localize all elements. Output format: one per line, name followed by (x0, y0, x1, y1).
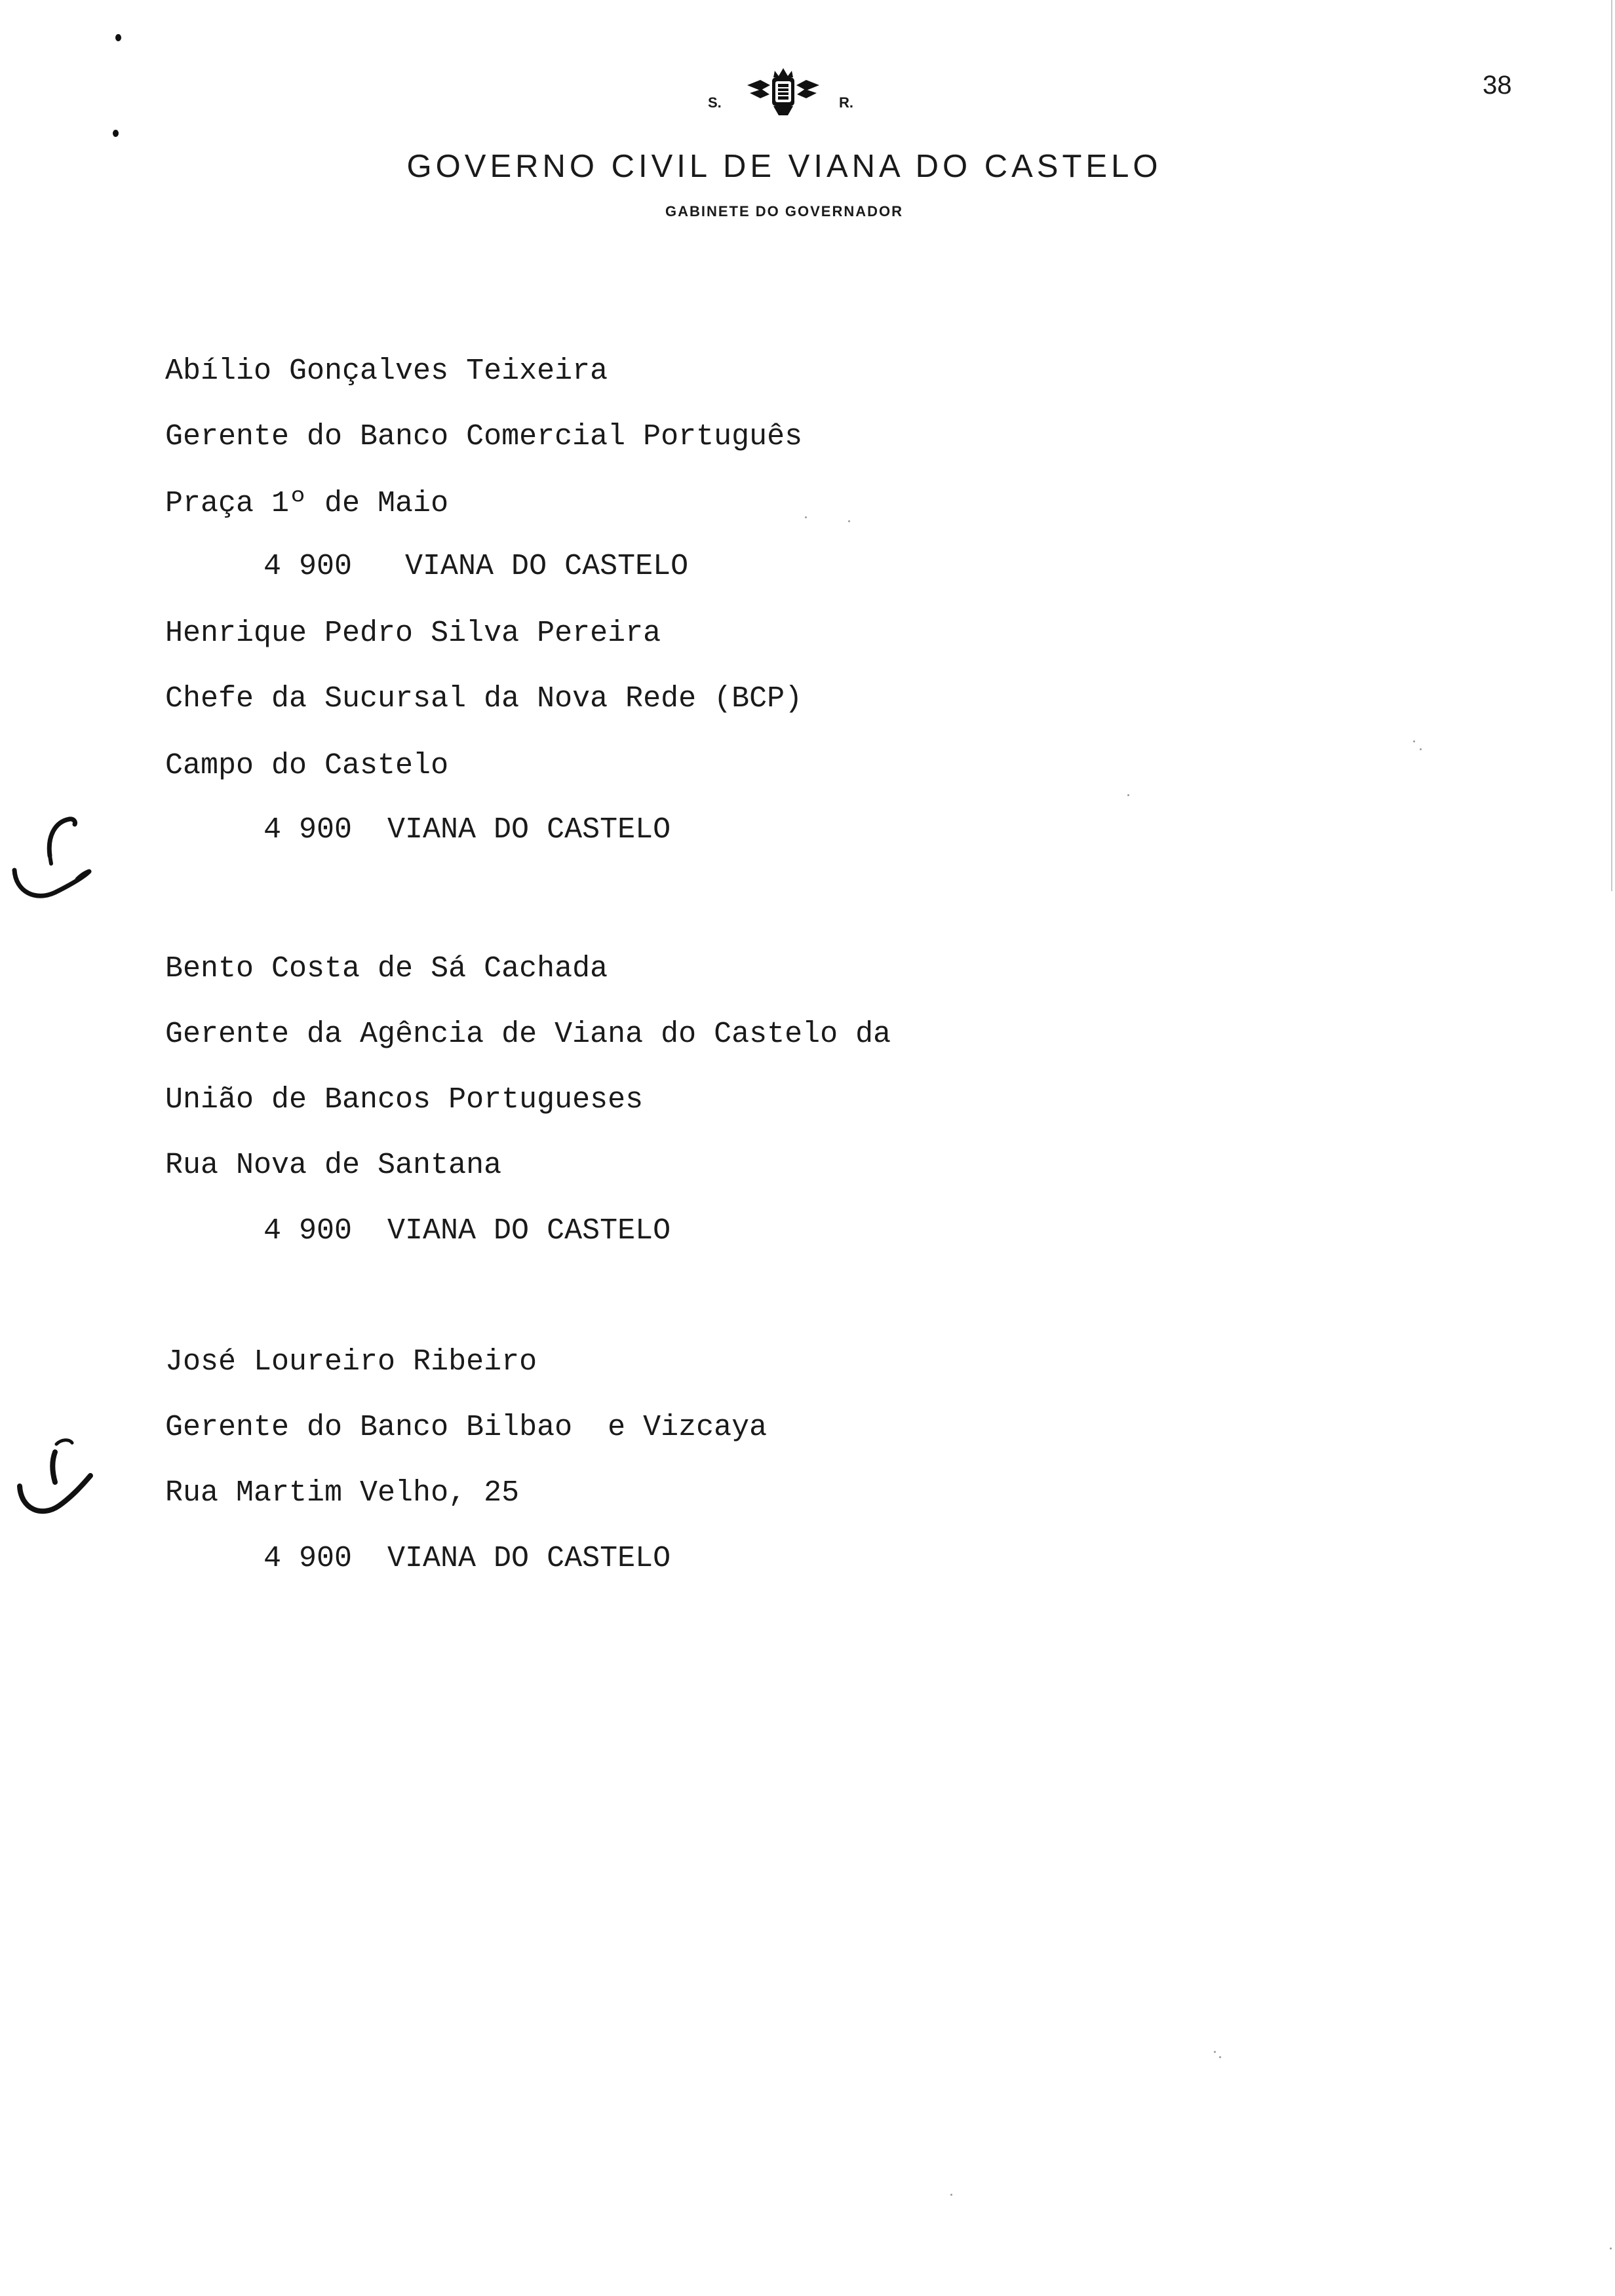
letterhead-subtitle: GABINETE DO GOVERNADOR (665, 203, 904, 220)
entry-name: Henrique Pedro Silva Pereira (165, 617, 661, 650)
scan-speck (1420, 748, 1422, 750)
entry-address: Campo do Castelo (165, 749, 449, 782)
entry-address: Praça 1º de Maio (165, 487, 449, 520)
letterhead-crest (701, 66, 865, 118)
entry-role: Gerente do Banco Comercial Português (165, 420, 803, 453)
scan-speck (1413, 740, 1415, 742)
entry-address: Rua Nova de Santana (165, 1149, 502, 1182)
scan-speck (805, 516, 807, 518)
scan-speck (1214, 2051, 1216, 2053)
page-number: 38 (1483, 71, 1512, 100)
scan-speck (848, 520, 850, 522)
crest-right-letter: R. (839, 94, 853, 111)
coat-of-arms-icon (741, 66, 826, 118)
punch-mark-1 (115, 34, 121, 41)
scan-speck (1610, 2248, 1612, 2249)
entry-postal: 4 900 VIANA DO CASTELO (263, 550, 689, 583)
entry-role: Chefe da Sucursal da Nova Rede (BCP) (165, 682, 803, 716)
entry-role-continued: União de Bancos Portugueses (165, 1083, 644, 1117)
entry-role: Gerente da Agência de Viana do Castelo da (165, 1018, 891, 1051)
entry-role: Gerente do Banco Bilbao e Vizcaya (165, 1411, 768, 1444)
handwritten-initial-mark-2 (9, 1432, 94, 1531)
handwritten-initial-mark-1 (9, 810, 94, 915)
page-edge-shadow (1611, 0, 1612, 891)
scan-speck (1219, 2056, 1221, 2058)
entry-postal: 4 900 VIANA DO CASTELO (263, 1542, 671, 1575)
entry-postal: 4 900 VIANA DO CASTELO (263, 1214, 671, 1248)
crest-left-letter: S. (708, 94, 722, 111)
entry-name: Bento Costa de Sá Cachada (165, 952, 608, 985)
scan-speck (1127, 794, 1129, 796)
scan-speck (950, 2194, 952, 2196)
letterhead-title: GOVERNO CIVIL DE VIANA DO CASTELO (406, 149, 1162, 184)
entry-name: Abílio Gonçalves Teixeira (165, 354, 608, 388)
entry-name: José Loureiro Ribeiro (165, 1345, 537, 1379)
punch-mark-2 (113, 130, 119, 137)
entry-address: Rua Martim Velho, 25 (165, 1476, 520, 1510)
entry-postal: 4 900 VIANA DO CASTELO (263, 813, 671, 847)
